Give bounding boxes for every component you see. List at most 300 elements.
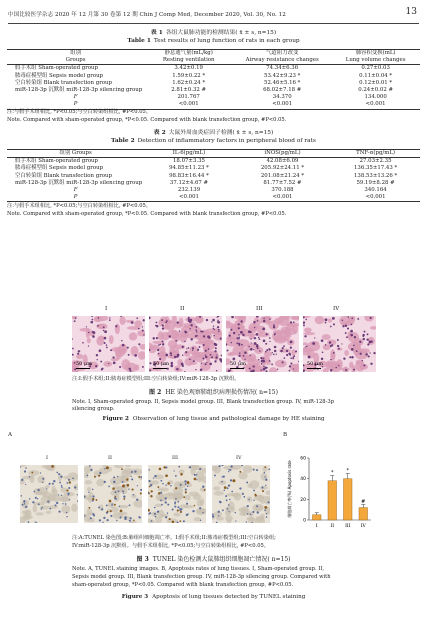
apoptotic-cell xyxy=(69,481,71,483)
cell-nucleus xyxy=(37,498,38,499)
cell-nucleus xyxy=(257,511,259,513)
cell-nucleus xyxy=(228,471,229,472)
table-row xyxy=(7,94,420,101)
figure2-note-en-2: silencing group. xyxy=(72,406,115,412)
cell-nucleus xyxy=(250,338,251,339)
cell-nucleus xyxy=(175,475,177,477)
figure3-note-en-3: sham-operated group, *P<0.05. Compared with blank transfection group, #P<0.05. xyxy=(72,582,294,588)
cell-nucleus xyxy=(41,507,42,508)
table2-label-en: Table 2 xyxy=(111,138,135,144)
cell-nucleus xyxy=(165,516,167,518)
cell-nucleus xyxy=(185,489,187,491)
table2-header-row xyxy=(7,150,420,158)
cell-nucleus xyxy=(218,511,220,513)
apoptotic-cell xyxy=(51,465,54,468)
cell-nucleus xyxy=(283,345,285,347)
cell-nucleus xyxy=(92,319,94,321)
cell-nucleus xyxy=(22,504,24,506)
cell-nucleus xyxy=(212,319,215,322)
cell-nucleus xyxy=(238,338,239,339)
cell-nucleus xyxy=(115,498,117,500)
scale-bar xyxy=(76,368,90,369)
table-cell: 201.767 xyxy=(177,94,200,101)
cell-nucleus xyxy=(308,356,311,359)
tissue-region xyxy=(197,477,202,482)
cell-nucleus xyxy=(273,354,275,356)
cell-nucleus xyxy=(200,330,202,332)
cell-nucleus xyxy=(211,356,213,358)
apoptotic-cell xyxy=(204,489,206,491)
cell-nucleus xyxy=(365,353,367,355)
cell-nucleus xyxy=(306,346,308,348)
table-row xyxy=(7,180,420,187)
cell-nucleus xyxy=(47,501,49,503)
cell-nucleus xyxy=(121,340,122,341)
table2-header: TNF-α(pg/mL) xyxy=(331,150,420,158)
table-cell: 脓毒症模型组 Sepsis model group xyxy=(15,72,103,79)
figure3-tunel-panels xyxy=(20,465,272,523)
tissue-region xyxy=(272,331,282,341)
cell-nucleus xyxy=(262,486,264,488)
scale-label: 50 μm xyxy=(76,361,92,367)
cell-nucleus xyxy=(194,474,196,476)
tissue-region xyxy=(51,486,55,494)
table-cell: 1.59±0.22 * xyxy=(172,72,206,79)
table-cell: 假手术组 Sham-operated group xyxy=(15,65,98,72)
tissue-region xyxy=(94,316,102,322)
cell-nucleus xyxy=(192,510,194,512)
cell-nucleus xyxy=(201,362,202,363)
cell-nucleus xyxy=(136,498,138,500)
cell-nucleus xyxy=(90,517,92,519)
table-cell: <0.001 xyxy=(331,101,420,109)
cell-nucleus xyxy=(273,324,275,326)
tissue-region xyxy=(30,474,35,483)
cell-nucleus xyxy=(256,469,258,471)
cell-nucleus xyxy=(89,465,91,467)
apoptotic-cell xyxy=(109,500,112,503)
table1-header-row-en xyxy=(7,57,420,65)
cell-nucleus xyxy=(53,480,55,482)
bar xyxy=(343,479,352,520)
cell-nucleus xyxy=(231,491,233,493)
cell-nucleus xyxy=(29,476,31,478)
cell-nucleus xyxy=(368,355,370,357)
cell-nucleus xyxy=(289,354,291,356)
cell-nucleus xyxy=(185,331,187,333)
scale-bar xyxy=(153,368,167,369)
tissue-region xyxy=(293,324,298,334)
cell-nucleus xyxy=(42,482,43,483)
table-row xyxy=(7,194,420,202)
scale-bar xyxy=(230,368,244,369)
table1-note-en: Note. Compared with sham-operated group, *P<0.05. Compared with blank transfection group, #P<0.05. xyxy=(7,117,287,123)
cell-nucleus xyxy=(338,365,339,366)
cell-nucleus xyxy=(154,507,156,509)
apoptotic-cell xyxy=(138,476,140,478)
cell-nucleus xyxy=(180,508,182,510)
table-cell: 18.07±3.35 xyxy=(173,158,205,165)
cell-nucleus xyxy=(236,342,238,344)
cell-nucleus xyxy=(289,365,291,367)
cell-nucleus xyxy=(58,511,60,513)
cell-nucleus xyxy=(269,360,271,362)
table-row xyxy=(7,173,420,180)
cell-nucleus xyxy=(58,494,59,495)
figure2-caption-en xyxy=(0,416,427,422)
table-cell: 59.19±8.28 # xyxy=(356,179,395,186)
tissue-region xyxy=(43,491,52,498)
cell-nucleus xyxy=(106,347,108,349)
cell-nucleus xyxy=(41,508,43,510)
cell-nucleus xyxy=(266,349,268,351)
cell-nucleus xyxy=(249,368,251,370)
cell-nucleus xyxy=(110,515,112,517)
table1-header: Lung volume changes xyxy=(331,57,420,65)
cell-nucleus xyxy=(169,335,171,337)
table-cell: miR-128-3p 沉默组 miR-128-3p silencing group xyxy=(15,87,143,94)
apoptotic-cell xyxy=(106,466,109,469)
cell-nucleus xyxy=(235,512,236,513)
table1-header: 肺容积变换(mL) xyxy=(331,50,420,58)
tissue-region xyxy=(304,332,315,335)
cell-nucleus xyxy=(100,361,102,363)
cell-nucleus xyxy=(233,332,235,334)
cell-nucleus xyxy=(286,350,288,352)
apoptotic-cell xyxy=(177,509,179,511)
cell-nucleus xyxy=(175,498,177,500)
cell-nucleus xyxy=(219,501,221,503)
he-panel-label: III xyxy=(256,306,263,312)
table-cell: 3.42±0.19 xyxy=(174,65,203,72)
table-cell: 81.77±7.52 # xyxy=(263,179,302,186)
tissue-region xyxy=(238,472,247,479)
cell-nucleus xyxy=(247,513,248,514)
cell-nucleus xyxy=(246,521,247,522)
cell-nucleus xyxy=(66,482,68,484)
cell-nucleus xyxy=(167,368,169,370)
cell-nucleus xyxy=(92,489,94,491)
cell-nucleus xyxy=(305,319,307,321)
cell-nucleus xyxy=(322,352,324,354)
cell-nucleus xyxy=(257,320,259,322)
cell-nucleus xyxy=(290,362,292,364)
table-cell: <0.001 xyxy=(234,194,331,202)
cell-nucleus xyxy=(103,330,105,332)
cell-nucleus xyxy=(249,331,251,333)
tissue-region xyxy=(225,510,231,517)
table2-header: IL-6(pg/mL) xyxy=(144,150,234,158)
cell-nucleus xyxy=(49,508,51,510)
table1-caption-cn xyxy=(0,30,427,38)
apoptotic-cell xyxy=(133,519,135,521)
cell-nucleus xyxy=(239,487,241,489)
cell-nucleus xyxy=(134,470,136,472)
cell-nucleus xyxy=(330,326,332,328)
tunel-tissue-image xyxy=(148,465,206,523)
cell-nucleus xyxy=(282,347,284,349)
cell-nucleus xyxy=(210,354,212,356)
cell-nucleus xyxy=(156,337,158,339)
table-cell: 340.164 xyxy=(364,187,387,194)
tissue-region xyxy=(179,504,188,508)
cell-nucleus xyxy=(238,323,240,325)
tissue-region xyxy=(117,475,126,479)
tunel-tissue-image xyxy=(84,465,142,523)
apoptotic-cell xyxy=(157,486,159,488)
cell-nucleus xyxy=(203,335,205,337)
he-panel-label: I xyxy=(105,306,108,312)
cell-nucleus xyxy=(342,325,344,327)
cell-nucleus xyxy=(106,505,108,507)
cell-nucleus xyxy=(370,317,372,319)
cell-nucleus xyxy=(159,358,161,360)
cell-nucleus xyxy=(189,466,191,468)
cell-nucleus xyxy=(129,368,131,370)
cell-nucleus xyxy=(98,317,99,318)
table-row xyxy=(7,165,420,172)
cell-nucleus xyxy=(261,363,263,365)
table-cell: P xyxy=(7,101,144,109)
cell-nucleus xyxy=(115,491,117,493)
cell-nucleus xyxy=(103,326,105,328)
cell-nucleus xyxy=(98,506,100,508)
cell-nucleus xyxy=(292,357,294,359)
cell-nucleus xyxy=(149,362,151,364)
cell-nucleus xyxy=(345,325,347,327)
cell-nucleus xyxy=(330,359,332,361)
cell-nucleus xyxy=(199,468,201,470)
cell-nucleus xyxy=(40,472,41,473)
cell-nucleus xyxy=(259,350,261,352)
cell-nucleus xyxy=(266,513,268,515)
cell-nucleus xyxy=(129,504,131,506)
y-tick-label: 0 xyxy=(303,518,306,524)
cell-nucleus xyxy=(157,349,159,351)
cell-nucleus xyxy=(158,353,160,355)
cell-nucleus xyxy=(59,482,61,484)
cell-nucleus xyxy=(197,349,199,351)
cell-nucleus xyxy=(226,499,228,501)
cell-nucleus xyxy=(351,356,354,359)
figure3-caption-cn xyxy=(0,554,427,563)
cell-nucleus xyxy=(227,508,229,510)
cell-nucleus xyxy=(107,519,109,521)
tissue-region xyxy=(239,512,246,516)
cell-nucleus xyxy=(78,350,80,352)
cell-nucleus xyxy=(126,517,127,518)
cell-nucleus xyxy=(120,516,122,518)
apoptotic-cell xyxy=(98,475,100,477)
cell-nucleus xyxy=(177,321,179,323)
apoptotic-cell xyxy=(122,485,125,488)
cell-nucleus xyxy=(72,477,74,479)
table2-caption-text-cn: 大鼠外周血炎症因子检测( x̄ ± s, n=15) xyxy=(168,130,274,136)
cell-nucleus xyxy=(240,331,243,334)
cell-nucleus xyxy=(305,346,306,347)
tissue-region xyxy=(348,317,355,325)
significance-marker: # xyxy=(361,499,366,505)
he-micrograph-3 xyxy=(226,316,299,372)
cell-nucleus xyxy=(268,469,270,471)
scale-label: 50 μm xyxy=(230,361,246,367)
cell-nucleus xyxy=(188,319,190,321)
tissue-region xyxy=(161,332,170,340)
table-cell: F xyxy=(73,187,78,194)
cell-nucleus xyxy=(218,515,219,516)
cell-nucleus xyxy=(52,483,54,485)
apoptotic-cell xyxy=(140,492,142,494)
cell-nucleus xyxy=(332,317,335,320)
cell-nucleus xyxy=(88,345,89,346)
cell-nucleus xyxy=(246,482,248,484)
cell-nucleus xyxy=(86,326,87,327)
cell-nucleus xyxy=(193,360,195,362)
cell-nucleus xyxy=(99,519,101,521)
cell-nucleus xyxy=(24,503,25,504)
cell-nucleus xyxy=(160,480,162,482)
cell-nucleus xyxy=(123,492,124,493)
tissue-region xyxy=(243,465,253,473)
cell-nucleus xyxy=(218,465,220,467)
apoptotic-cell xyxy=(131,488,133,490)
bar xyxy=(359,508,368,520)
apoptotic-cell xyxy=(172,521,174,523)
cell-nucleus xyxy=(272,352,273,353)
cell-nucleus xyxy=(199,317,200,318)
cell-nucleus xyxy=(228,469,230,471)
cell-nucleus xyxy=(345,369,347,371)
cell-nucleus xyxy=(293,368,294,369)
figure2-caption-cn xyxy=(0,387,427,396)
tissue-region xyxy=(121,490,127,493)
cell-nucleus xyxy=(244,351,247,354)
table-cell: 假手术组 Sham-operated group xyxy=(15,158,98,165)
cell-nucleus xyxy=(206,362,207,363)
cell-nucleus xyxy=(187,486,188,487)
tissue-region xyxy=(28,470,39,476)
cell-nucleus xyxy=(29,498,31,500)
cell-nucleus xyxy=(274,350,276,352)
cell-nucleus xyxy=(185,351,187,353)
cell-nucleus xyxy=(259,338,261,340)
tissue-region xyxy=(315,316,325,324)
table-cell: <0.001 xyxy=(144,194,234,202)
cell-nucleus xyxy=(171,355,173,357)
cell-nucleus xyxy=(218,329,220,331)
tunel-panel-label: III xyxy=(172,455,178,461)
table-cell: 空白转染组 Blank transfection group xyxy=(15,79,112,86)
cell-nucleus xyxy=(138,343,140,345)
cell-nucleus xyxy=(351,324,353,326)
he-panel-label: IV xyxy=(333,306,340,312)
table-cell: 1.62±0.24 * xyxy=(172,79,206,86)
cell-nucleus xyxy=(223,489,225,491)
cell-nucleus xyxy=(97,359,98,360)
cell-nucleus xyxy=(123,496,125,498)
apoptotic-cell xyxy=(175,487,177,489)
cell-nucleus xyxy=(217,320,218,321)
tissue-region xyxy=(158,487,169,491)
tissue-region xyxy=(111,358,119,361)
cell-nucleus xyxy=(349,356,351,358)
apoptotic-cell xyxy=(127,484,130,487)
cell-nucleus xyxy=(118,490,120,492)
table2-note-en: Note. Compared with sham-operated group, *P<0.05. Compared with blank transfection group, #P<0.05. xyxy=(7,211,287,217)
cell-nucleus xyxy=(116,520,117,521)
cell-nucleus xyxy=(184,480,186,482)
cell-nucleus xyxy=(154,513,156,515)
apoptotic-cell xyxy=(123,498,125,500)
cell-nucleus xyxy=(202,512,203,513)
tissue-region xyxy=(193,494,202,500)
cell-nucleus xyxy=(148,480,150,482)
cell-nucleus xyxy=(343,357,345,359)
tissue-region xyxy=(151,480,159,485)
cell-nucleus xyxy=(230,469,232,471)
cell-nucleus xyxy=(56,502,58,504)
cell-nucleus xyxy=(104,481,106,483)
apoptotic-cell xyxy=(121,468,123,470)
cell-nucleus xyxy=(244,359,245,360)
cell-nucleus xyxy=(314,337,315,338)
table-cell: 98.83±16.44 * xyxy=(169,172,209,179)
cell-nucleus xyxy=(347,316,349,318)
cell-nucleus xyxy=(221,476,222,477)
cell-nucleus xyxy=(56,472,58,474)
cell-nucleus xyxy=(172,508,174,510)
apoptotic-cell xyxy=(88,507,90,509)
tissue-region xyxy=(183,323,190,328)
scale-label: 50 μm xyxy=(153,361,169,367)
cell-nucleus xyxy=(217,326,219,328)
x-tick-label: IV xyxy=(360,524,366,529)
table1-caption-en xyxy=(0,38,427,46)
cell-nucleus xyxy=(347,327,349,329)
cell-nucleus xyxy=(192,347,194,349)
table-cell: 134.000 xyxy=(364,94,387,101)
apoptotic-cell xyxy=(163,466,165,468)
tissue-region xyxy=(36,512,45,515)
cell-nucleus xyxy=(254,327,255,328)
cell-nucleus xyxy=(333,352,335,354)
cell-nucleus xyxy=(195,335,197,337)
cell-nucleus xyxy=(228,334,230,336)
table1-label-cn: 表 1 xyxy=(150,30,163,36)
cell-nucleus xyxy=(207,335,210,338)
cell-nucleus xyxy=(170,352,172,354)
significance-marker: * xyxy=(346,468,349,474)
cell-nucleus xyxy=(290,321,292,323)
figure3-caption-text-en: Apoptosis of lung tissues detected by TUNEL staining xyxy=(152,594,306,600)
table2-caption-text-en: Detection of inflammatory factors in peripheral blood of rats xyxy=(137,138,316,144)
cell-nucleus xyxy=(174,356,176,358)
cell-nucleus xyxy=(335,367,336,368)
cell-nucleus xyxy=(241,344,243,346)
cell-nucleus xyxy=(188,317,190,319)
cell-nucleus xyxy=(222,509,224,511)
figure3-label-cn: 图 3 xyxy=(136,556,149,563)
cell-nucleus xyxy=(165,497,167,499)
table1-header: 组别 xyxy=(7,50,144,58)
cell-nucleus xyxy=(96,354,98,356)
cell-nucleus xyxy=(186,348,187,349)
table-cell: 0.11±0.04 * xyxy=(359,72,393,79)
apoptosis-chart xyxy=(285,452,375,532)
table1-caption-text-en: Test results of lung function of rats in each group xyxy=(153,38,300,44)
cell-nucleus xyxy=(253,321,255,323)
cell-nucleus xyxy=(104,468,105,469)
